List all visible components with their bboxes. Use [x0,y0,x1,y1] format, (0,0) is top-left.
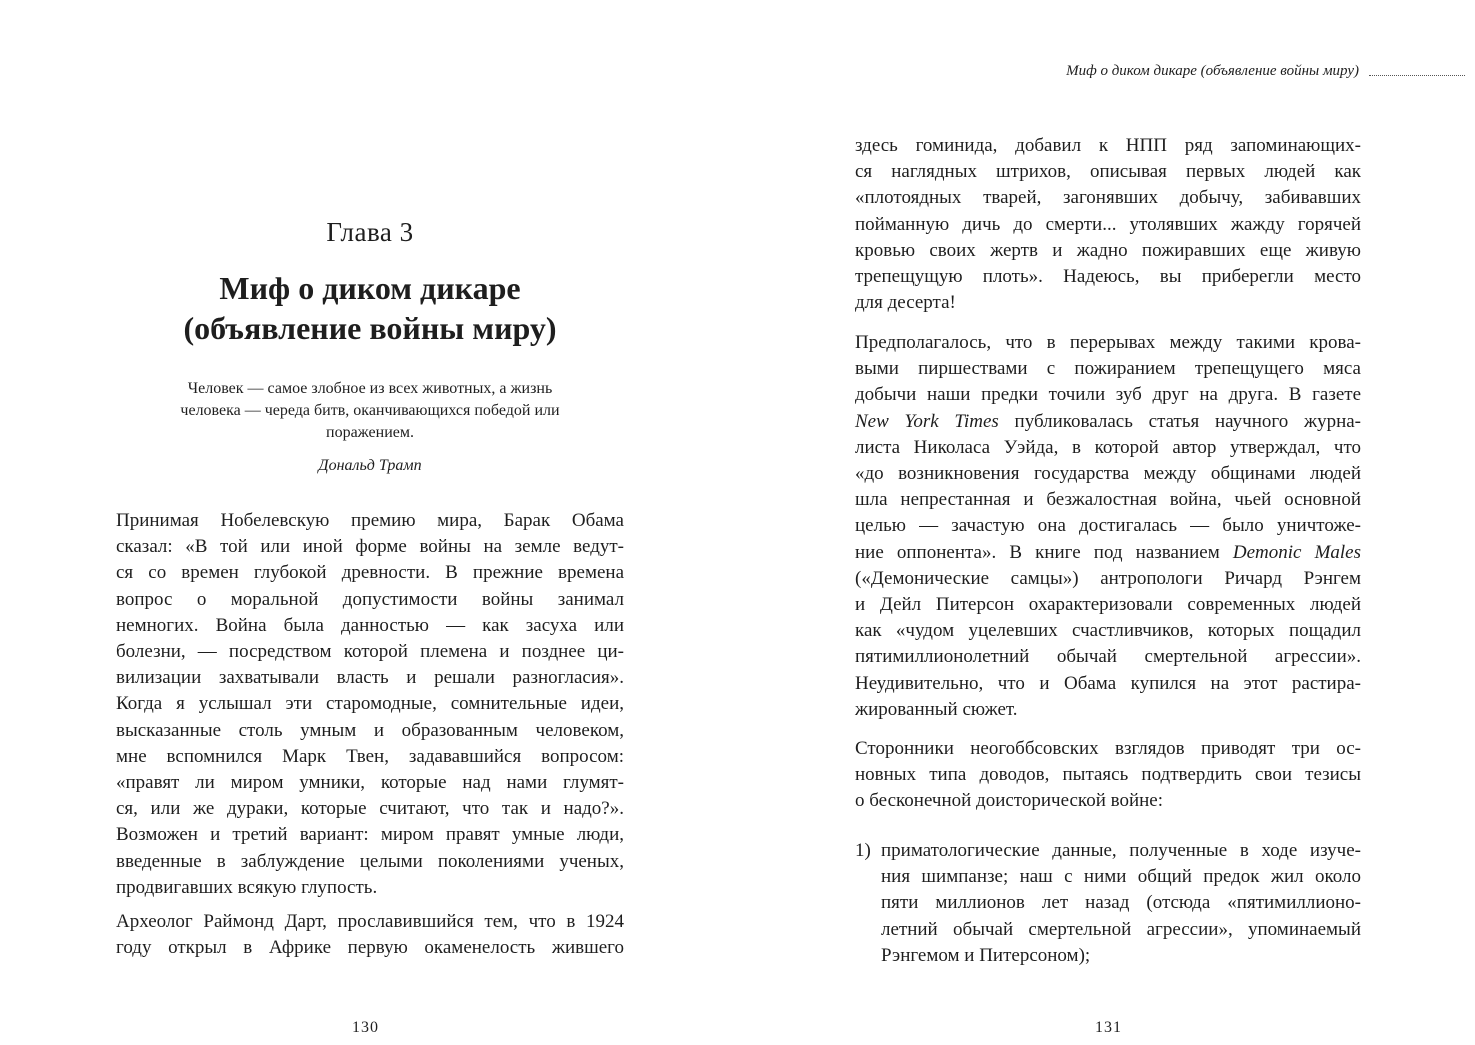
paragraph [855,330,1361,723]
text-line [855,409,1361,435]
chapter-number: Глава 3 [326,217,414,247]
text-line: и Дейл Питерсон охарактеризовали современных людей [855,594,1361,616]
text-line: «плотоядных тварей, загонявших добычу, забивавших [855,187,1361,209]
list-item-text [881,838,1361,969]
text-line: новных типа доводов, пытаясь подтвердить свои тезисы [855,764,1361,786]
text-line: Когда я услышал эти старомодные, сомнительные идеи, [116,693,624,715]
epigraph [130,378,610,444]
paragraph [116,909,624,961]
text-line: сказал: «В той или иной форме войны на земле ведут- [116,536,624,558]
text-line: продвигавших всякую глупость. [116,876,378,898]
running-header-title: Миф о диком дикаре (объявление войны миру) [1066,63,1359,79]
text-line: высказанные столь умным и образованным человеком, [116,719,624,741]
running-header [1066,63,1465,80]
right-page [737,0,1475,1045]
text-line: ся, или же дураки, которые считают, что так и надо?». [116,798,624,820]
text-line: («Демонические самцы») антропологи Ричард Рэнгем [855,567,1361,589]
text-line: Возможен и третий вариант: миром правят умные люди, [116,824,624,846]
paragraph [855,133,1361,316]
text-line: для десерта! [855,292,956,314]
text-line: мне вспомнился Марк Твен, задававшийся вопросом: [116,745,624,767]
text-line: жированный сюжет. [855,698,1018,720]
text-line: пойманную дичь до смерти... утолявших жажду горячей [855,213,1361,235]
text-line: введенные в заблуждение целыми поколениями ученых, [116,850,624,872]
text-line: Рэнгемом и Питерсоном); [881,944,1091,966]
epigraph-author: Дональд Трамп [318,457,422,474]
text-line: о бесконечной доисторической войне: [855,790,1163,812]
text-line: немногих. Война была данностью — как засуха или [116,614,624,636]
text-fragment: ние оппонента». В книге под названием [855,541,1233,563]
list-marker: 1) [855,840,871,861]
text-line: целью — зачастую она достигалась — было уничтоже- [855,515,1361,537]
text-line: Предполагалось, что в перерывах между такими крова- [855,332,1361,353]
chapter-title-line: (объявление войны миру) [183,310,557,346]
epigraph-line: Человек — самое злобное из всех животных, а жизнь [187,380,553,397]
text-line: Принимая Нобелевскую премию мира, Барак Обама [116,510,624,531]
text-line: пяти миллионов лет назад (отсюда «пятимиллионо- [881,892,1361,914]
text-line: «до возникновения государства между общинами людей [855,463,1361,485]
text-line: пятимиллионолетний обычай смертельной агрессии». [855,646,1361,668]
chapter-title [116,268,624,348]
epigraph-line: поражением. [326,424,414,441]
text-fragment: публиковалась статья научного журна- [998,410,1361,432]
text-line: Сторонники неогоббсовских взглядов приводят три ос- [855,738,1361,759]
text-line: трепещущую плоть». Надеюсь, вы приберегли место [855,266,1361,288]
text-line [855,540,1361,566]
text-line: как «чудом уцелевших счастливчиков, которых пощадил [855,620,1361,642]
text-line: листа Николаса Уэйда, в которой автор утверждал, что [855,436,1361,458]
text-line: Археолог Раймонд Дарт, прославившийся тем, что в 1924 [116,911,624,932]
text-line: Неудивительно, что и Обама купился на этот растира- [855,672,1361,694]
left-page [0,0,737,1045]
text-line: здесь гоминида, добавил к НПП ряд запоминающих- [855,135,1361,156]
italic-book-title: Demonic Males [1232,541,1361,563]
epigraph-line: человека — череда битв, оканчивающихся победой или [180,402,560,419]
list-item [855,838,1361,969]
paragraph [116,508,624,901]
text-line: ния шимпанзе; наш с ними общий предок жил около [881,866,1361,888]
text-line: приматологические данные, полученные в ходе изуче- [881,840,1361,861]
text-line: добычи наши предки точили зуб друг на друга. В газете [855,384,1361,406]
text-line: году открыл в Африке первую окаменелость жившего [116,937,624,959]
text-line: вопрос о моральной допустимости войны занимал [116,588,624,610]
text-line: кровью своих жертв и жадно пожиравших еще живую [855,239,1361,261]
chapter-title-line: Миф о диком дикаре [219,270,521,306]
italic-publication-title: New York Times [855,410,999,432]
text-line: ся со времен глубокой древности. В прежние времена [116,562,624,584]
dotted-leader [1369,75,1465,76]
text-line: болезни, — посредством которой племена и позднее ци- [116,641,624,663]
text-line: выми пиршествами с пожиранием трепещущего мяса [855,358,1361,380]
page-number: 131 [1095,1019,1122,1036]
page-number: 130 [352,1019,379,1036]
text-line: «правят ли миром умники, которые над нами глумят- [116,772,624,794]
text-line: летний обычай смертельной агрессии», упоминаемый [881,918,1361,940]
text-line: вилизации захватывали власть и решали разногласия». [116,667,624,689]
paragraph [855,736,1361,815]
text-line: шла непрестанная и безжалостная война, чьей основной [855,489,1361,511]
text-line: ся наглядных штрихов, описывая первых людей как [855,161,1361,183]
